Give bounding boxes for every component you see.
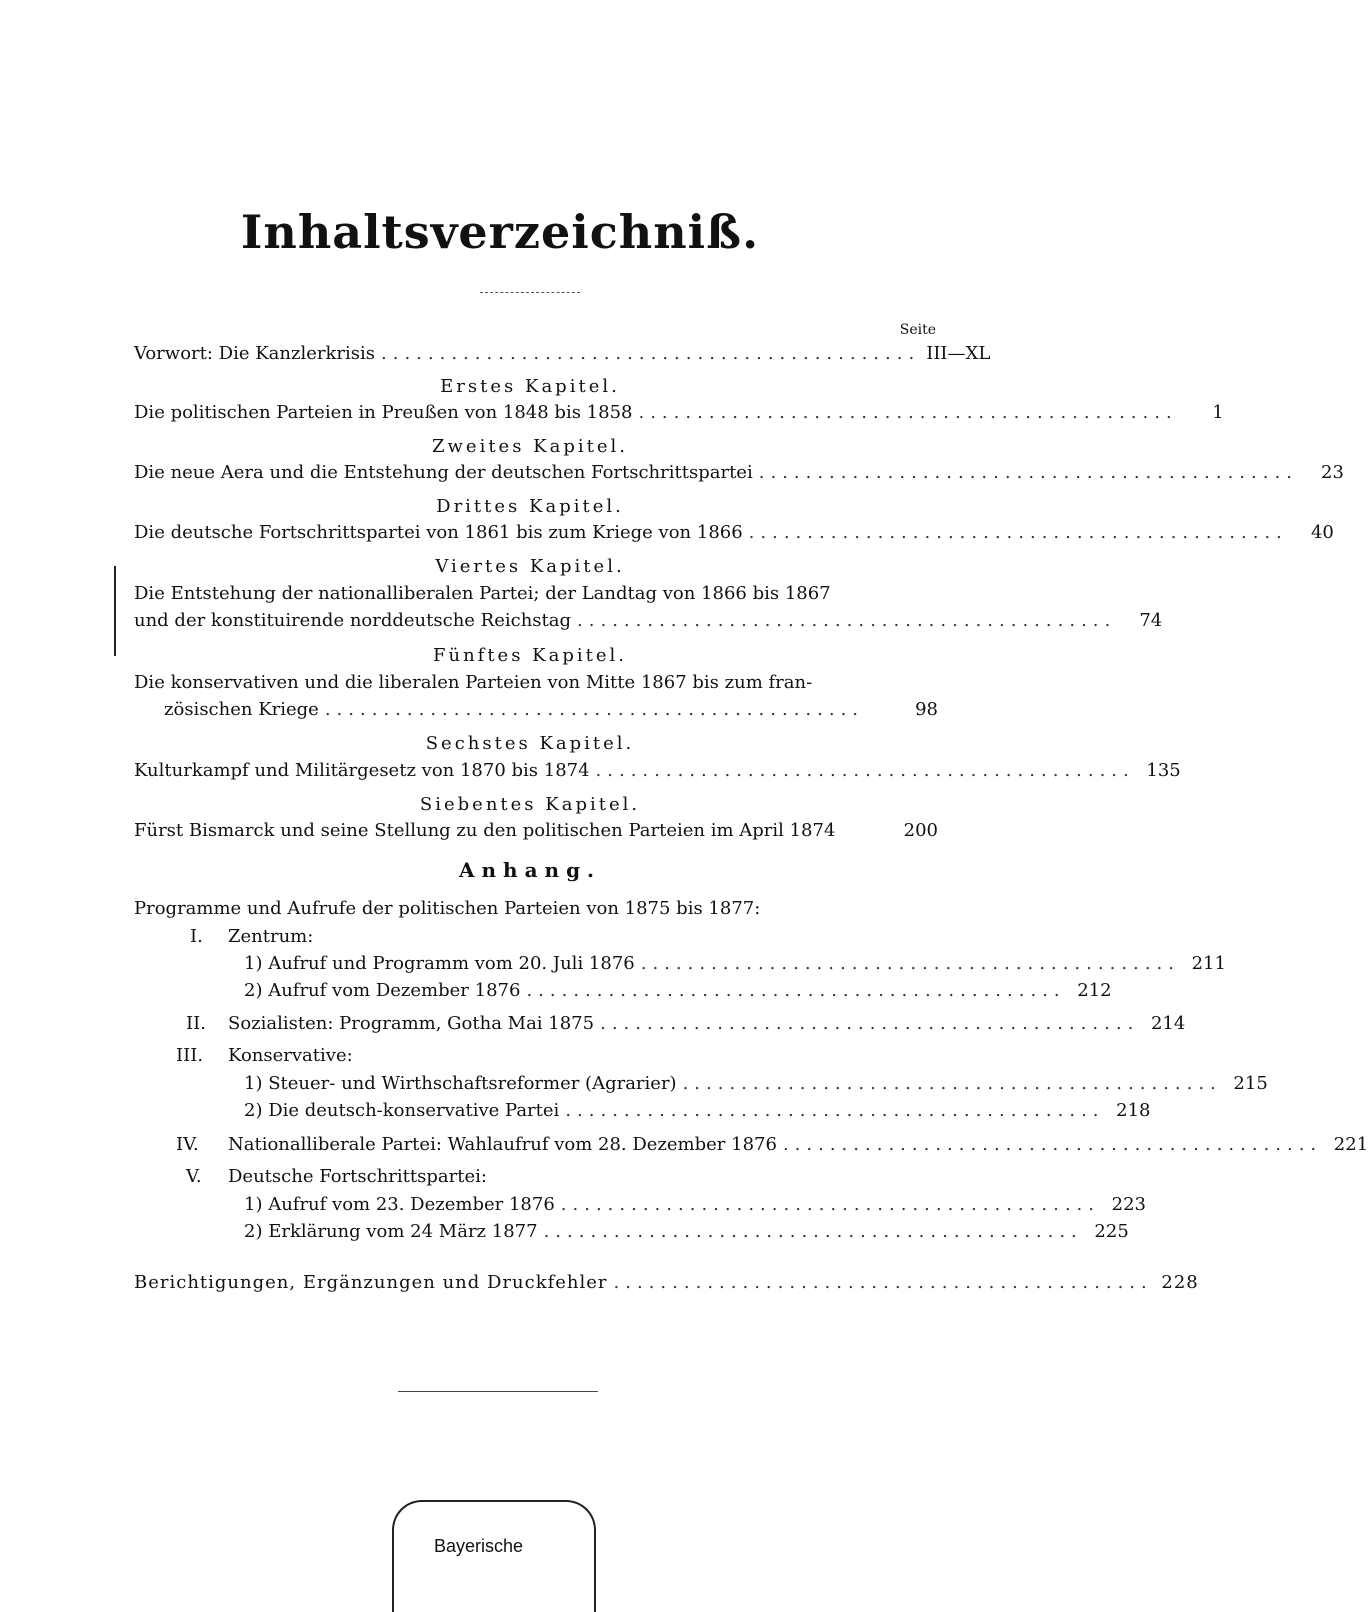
toc-entry <box>164 699 938 721</box>
appendix-intro: Programme und Aufrufe der politischen Parteien von 1875 bis 1877: <box>134 898 761 919</box>
leader-dots: .............................................. <box>748 522 1288 543</box>
seite-label: Seite <box>899 322 936 338</box>
leader-dots: .............................................. <box>613 1272 1153 1293</box>
section-title: Zentrum: <box>228 926 314 947</box>
title-ornament <box>480 292 580 299</box>
entry-text: Vorwort: Die Kanzlerkrisis <box>134 343 375 364</box>
section-title: Nationalliberale Partei: Wahlaufruf vom 28. Dezember 1876 <box>228 1134 777 1155</box>
toc-entry <box>134 402 1224 424</box>
entry-text-line1: Die konservativen und die liberalen Parteien von Mitte 1867 bis zum fran- <box>134 672 813 693</box>
entry-text: Die deutsche Fortschrittspartei von 1861 bis zum Kriege von 1866 <box>134 522 743 543</box>
leader-dots: .............................................. <box>381 343 921 364</box>
leader-dots: .............................................. <box>640 953 1180 974</box>
entry-page: 98 <box>915 699 938 720</box>
entry-text: Fürst Bismarck und seine Stellung zu den politischen Parteien im April 1874 <box>134 820 836 841</box>
chapter-heading: Zweites Kapitel. <box>432 436 628 457</box>
entry-text-line2: und der konstituirende norddeutsche Reichstag <box>134 610 572 631</box>
toc-entry <box>134 462 1344 484</box>
chapter-heading: Erstes Kapitel. <box>440 376 620 397</box>
toc-entry <box>134 610 1163 632</box>
entry-text: Die politischen Parteien in Preußen von 1848 bis 1858 <box>134 402 633 423</box>
toc-entry <box>244 980 1112 1002</box>
stamp-text: Bayerische <box>434 1536 524 1556</box>
chapter-heading: Sechstes Kapitel. <box>425 733 635 754</box>
toc-entry <box>244 1100 1151 1122</box>
section-number: II. <box>186 1013 206 1034</box>
toc-entry-berichtigungen <box>134 1272 1199 1294</box>
toc-entry <box>134 760 1181 782</box>
entry-page: 23 <box>1321 462 1344 483</box>
appendix-heading: Anhang. <box>458 858 602 882</box>
toc-entry <box>244 1221 1129 1243</box>
closing-rule <box>398 1391 598 1392</box>
entry-page: 74 <box>1139 610 1163 631</box>
entry-page: 223 <box>1111 1194 1146 1215</box>
entry-page: III—XL <box>926 343 991 364</box>
section-number: V. <box>186 1166 202 1187</box>
section-number: I. <box>190 926 203 947</box>
entry-page: 215 <box>1233 1073 1268 1094</box>
section-title: Konservative: <box>228 1045 353 1066</box>
entry-text: 1) Aufruf und Programm vom 20. Juli 1876 <box>244 953 635 974</box>
toc-entry-vorwort <box>134 343 991 365</box>
entry-text-line1: Die Entstehung der nationalliberalen Partei; der Landtag von 1866 bis 1867 <box>134 583 831 604</box>
chapter-heading: Siebentes Kapitel. <box>419 794 641 815</box>
entry-page: 221 <box>1333 1134 1368 1155</box>
toc-entry <box>244 953 1226 975</box>
entry-page: 214 <box>1150 1013 1186 1034</box>
chapter-heading: Fünftes Kapitel. <box>432 645 627 666</box>
entry-text: 2) Die deutsch-konservative Partei <box>244 1100 560 1121</box>
entry-page: 40 <box>1310 522 1334 543</box>
toc-entry <box>134 820 938 842</box>
leader-dots: .............................................. <box>577 610 1117 631</box>
leader-dots: .............................................. <box>600 1013 1140 1034</box>
library-stamp <box>392 1500 596 1612</box>
leader-dots: .............................................. <box>782 1134 1323 1155</box>
leader-dots: .............................................. <box>682 1073 1222 1094</box>
margin-mark <box>114 566 119 656</box>
page-title: Inhaltsverzeichniß. <box>240 205 760 259</box>
section-title: Sozialisten: Programm, Gotha Mai 1875 <box>228 1013 595 1034</box>
entry-page: 225 <box>1094 1221 1129 1242</box>
entry-text: Berichtigungen, Ergänzungen und Druckfehler <box>134 1272 608 1293</box>
toc-entry <box>228 1134 1368 1156</box>
leader-dots: .............................................. <box>638 402 1178 423</box>
leader-dots: .............................................. <box>560 1194 1100 1215</box>
leader-dots: .............................................. <box>758 462 1298 483</box>
entry-page: 228 <box>1161 1272 1199 1293</box>
entry-page: 135 <box>1146 760 1181 781</box>
chapter-heading: Viertes Kapitel. <box>435 556 625 577</box>
toc-entry <box>228 1013 1186 1035</box>
toc-entry <box>244 1194 1146 1216</box>
chapter-heading: Drittes Kapitel. <box>436 496 624 517</box>
entry-text-line2: zösischen Kriege <box>164 699 319 720</box>
section-number: IV. <box>176 1134 199 1155</box>
leader-dots: .............................................. <box>565 1100 1105 1121</box>
leader-dots: .............................................. <box>324 699 865 720</box>
entry-text: Die neue Aera und die Entstehung der deutschen Fortschrittspartei <box>134 462 753 483</box>
entry-text: 1) Aufruf vom 23. Dezember 1876 <box>244 1194 555 1215</box>
entry-text: Kulturkampf und Militärgesetz von 1870 bis 1874 <box>134 760 590 781</box>
toc-entry <box>244 1073 1268 1095</box>
toc-entry <box>134 522 1334 544</box>
entry-text: 1) Steuer- und Wirthschaftsreformer (Agrarier) <box>244 1073 677 1094</box>
leader-dots: .............................................. <box>526 980 1066 1001</box>
entry-page: 218 <box>1116 1100 1151 1121</box>
section-number: III. <box>176 1045 204 1066</box>
entry-text: 2) Aufruf vom Dezember 1876 <box>244 980 521 1001</box>
entry-page: 212 <box>1077 980 1112 1001</box>
entry-page: 200 <box>903 820 938 841</box>
entry-page: 1 <box>1212 402 1224 423</box>
leader-dots: .............................................. <box>543 1221 1083 1242</box>
leader-dots: .............................................. <box>595 760 1135 781</box>
entry-text: 2) Erklärung vom 24 März 1877 <box>244 1221 538 1242</box>
entry-page: 211 <box>1191 953 1226 974</box>
section-title: Deutsche Fortschrittspartei: <box>228 1166 487 1187</box>
